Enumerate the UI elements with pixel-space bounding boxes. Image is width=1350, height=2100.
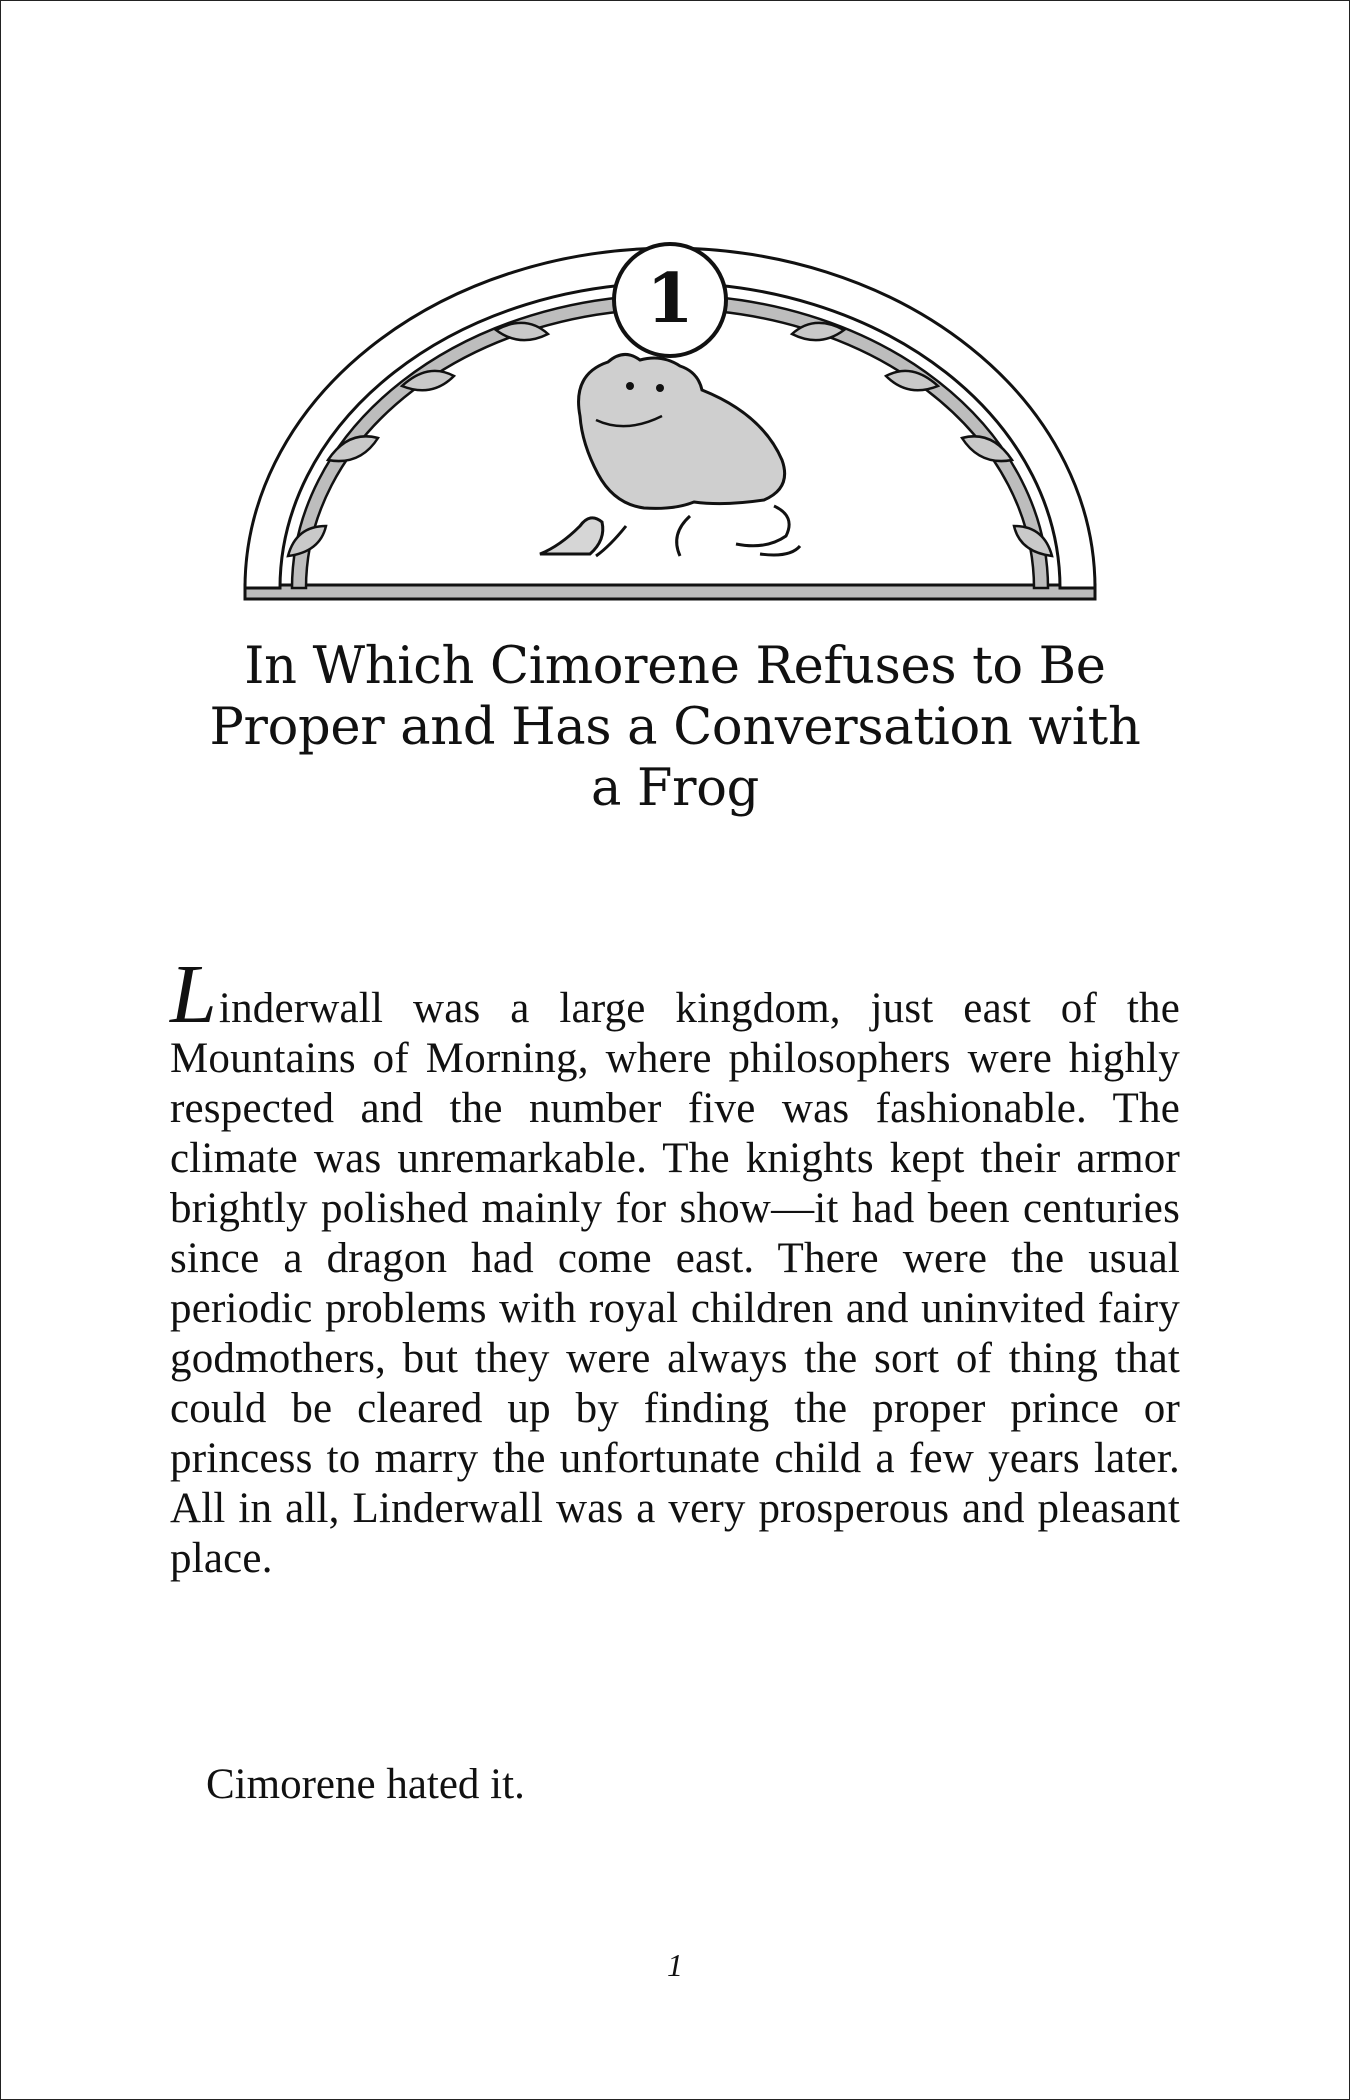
chapter-title	[175, 636, 1175, 819]
body-paragraph-1	[170, 948, 1180, 1584]
chapter-title-line3: a Frog	[591, 759, 759, 818]
chapter-title-line1: In Which Cimorene Refuses to Be	[244, 637, 1106, 696]
body-paragraph-2: Cimorene hated it.	[206, 1761, 525, 1808]
drop-cap: L	[170, 948, 217, 1041]
chapter-numeral: 1	[646, 259, 694, 339]
chapter-title-line2: Proper and Has a Conversation with	[209, 698, 1141, 757]
page-number: 1	[667, 1947, 683, 1983]
frog-icon	[540, 354, 800, 556]
paragraph-1-text: inderwall was a large kingdom, just east of the Mountains of Morning, where philosophers were highly respected and the number five was fashionable. The climate was unremarkable. The knights kept their armor brightly polished mainly for show—it had been centuries since a dragon had come east. There were the usual periodic problems with royal children and uninvited fairy godmothers, but they were always the sort of thing that could be cleared up by finding the proper prince or princess to marry the unfortunate child a few years later. All in all, Linderwall was a very prosperous and pleasant place.	[170, 985, 1180, 1582]
frog-arch-emblem-icon	[240, 238, 1100, 608]
